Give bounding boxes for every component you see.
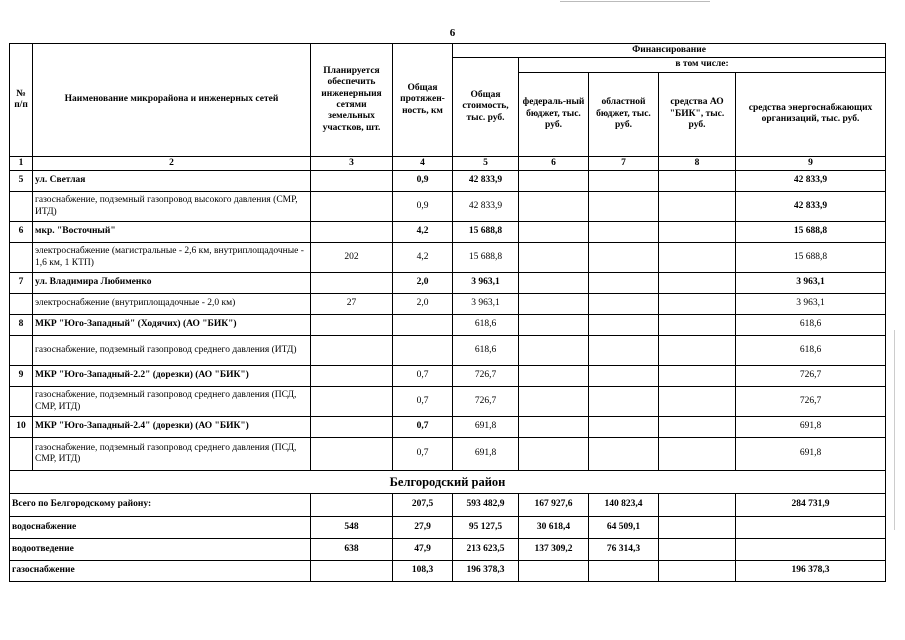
row-federal bbox=[519, 315, 589, 336]
total-federal: 167 927,6 bbox=[519, 494, 589, 517]
row-length: 2,0 bbox=[393, 294, 453, 315]
row-bik bbox=[659, 294, 736, 315]
total-row bbox=[10, 539, 886, 561]
header-name: Наименование микрорайона и инженерных сетей bbox=[33, 44, 311, 157]
row-federal bbox=[519, 366, 589, 387]
row-planned bbox=[311, 192, 393, 222]
total-cost: 95 127,5 bbox=[453, 517, 519, 539]
column-number: 7 bbox=[589, 156, 659, 170]
row-bik bbox=[659, 315, 736, 336]
row-planned bbox=[311, 315, 393, 336]
row-bik bbox=[659, 243, 736, 273]
total-length: 47,9 bbox=[393, 539, 453, 561]
total-row bbox=[10, 561, 886, 582]
row-federal bbox=[519, 336, 589, 366]
row-federal bbox=[519, 417, 589, 438]
row-regional bbox=[589, 192, 659, 222]
row-planned bbox=[311, 273, 393, 294]
row-length: 0,7 bbox=[393, 438, 453, 471]
row-cost: 42 833,9 bbox=[453, 192, 519, 222]
column-number: 1 bbox=[10, 156, 33, 170]
row-regional bbox=[589, 315, 659, 336]
table-row bbox=[10, 315, 886, 336]
scan-artifact-right bbox=[894, 330, 895, 530]
total-name: водоотведение bbox=[10, 539, 311, 561]
total-planned bbox=[311, 494, 393, 517]
row-planned: 27 bbox=[311, 294, 393, 315]
row-length: 0,7 bbox=[393, 417, 453, 438]
row-cost: 3 963,1 bbox=[453, 273, 519, 294]
row-energy: 618,6 bbox=[736, 336, 886, 366]
row-federal bbox=[519, 387, 589, 417]
header-regional: областной бюджет, тыс. руб. bbox=[589, 72, 659, 156]
table-row bbox=[10, 336, 886, 366]
table-row bbox=[10, 387, 886, 417]
row-name: ул. Светлая bbox=[33, 171, 311, 192]
row-regional bbox=[589, 366, 659, 387]
row-num bbox=[10, 387, 33, 417]
column-number: 5 bbox=[453, 156, 519, 170]
row-planned bbox=[311, 387, 393, 417]
total-energy: 196 378,3 bbox=[736, 561, 886, 582]
district-title-row bbox=[10, 471, 886, 494]
row-regional bbox=[589, 222, 659, 243]
header-row-1 bbox=[10, 44, 886, 58]
row-length bbox=[393, 315, 453, 336]
row-num bbox=[10, 243, 33, 273]
row-length: 0,9 bbox=[393, 192, 453, 222]
total-federal bbox=[519, 561, 589, 582]
total-regional: 64 509,1 bbox=[589, 517, 659, 539]
total-federal: 137 309,2 bbox=[519, 539, 589, 561]
total-bik bbox=[659, 494, 736, 517]
financing-table bbox=[9, 43, 886, 582]
row-energy: 618,6 bbox=[736, 315, 886, 336]
row-length: 0,7 bbox=[393, 387, 453, 417]
row-cost: 618,6 bbox=[453, 336, 519, 366]
total-planned: 548 bbox=[311, 517, 393, 539]
row-name: газоснабжение, подземный газопровод высокого давления (СМР, ИТД) bbox=[33, 192, 311, 222]
row-cost: 726,7 bbox=[453, 366, 519, 387]
header-planned: Планируется обеспечить инженерныия сетями земельных участков, шт. bbox=[311, 44, 393, 157]
total-row bbox=[10, 517, 886, 539]
row-energy: 42 833,9 bbox=[736, 192, 886, 222]
row-planned bbox=[311, 336, 393, 366]
total-length: 108,3 bbox=[393, 561, 453, 582]
total-energy bbox=[736, 517, 886, 539]
row-name: электроснабжение (внутриплощадочные - 2,0 км) bbox=[33, 294, 311, 315]
row-federal bbox=[519, 171, 589, 192]
row-regional bbox=[589, 171, 659, 192]
row-federal bbox=[519, 243, 589, 273]
total-bik bbox=[659, 517, 736, 539]
page-number: 6 bbox=[449, 27, 456, 39]
row-num: 6 bbox=[10, 222, 33, 243]
row-energy: 3 963,1 bbox=[736, 294, 886, 315]
total-federal: 30 618,4 bbox=[519, 517, 589, 539]
row-energy: 691,8 bbox=[736, 417, 886, 438]
row-length: 0,9 bbox=[393, 171, 453, 192]
row-regional bbox=[589, 243, 659, 273]
row-bik bbox=[659, 336, 736, 366]
header-cost: Общая стоимость, тыс. руб. bbox=[453, 58, 519, 156]
total-regional bbox=[589, 561, 659, 582]
column-number: 4 bbox=[393, 156, 453, 170]
total-name: газоснабжение bbox=[10, 561, 311, 582]
row-energy: 15 688,8 bbox=[736, 222, 886, 243]
row-num bbox=[10, 294, 33, 315]
total-bik bbox=[659, 561, 736, 582]
column-number: 6 bbox=[519, 156, 589, 170]
row-federal bbox=[519, 294, 589, 315]
table-row bbox=[10, 273, 886, 294]
row-length bbox=[393, 336, 453, 366]
row-planned bbox=[311, 438, 393, 471]
total-name: Всего по Белгородскому району: bbox=[10, 494, 311, 517]
row-energy: 42 833,9 bbox=[736, 171, 886, 192]
row-num bbox=[10, 438, 33, 471]
column-number: 9 bbox=[736, 156, 886, 170]
row-name: газоснабжение, подземный газопровод среднего давления (ПСД, СМР, ИТД) bbox=[33, 438, 311, 471]
row-num bbox=[10, 192, 33, 222]
row-cost: 15 688,8 bbox=[453, 222, 519, 243]
row-bik bbox=[659, 387, 736, 417]
row-regional bbox=[589, 273, 659, 294]
table-row bbox=[10, 222, 886, 243]
row-planned bbox=[311, 222, 393, 243]
row-energy: 726,7 bbox=[736, 387, 886, 417]
row-energy: 3 963,1 bbox=[736, 273, 886, 294]
row-energy: 726,7 bbox=[736, 366, 886, 387]
row-energy: 691,8 bbox=[736, 438, 886, 471]
scan-artifact-top bbox=[560, 1, 710, 2]
table-row bbox=[10, 192, 886, 222]
row-num: 8 bbox=[10, 315, 33, 336]
row-planned bbox=[311, 171, 393, 192]
header-num: № п/п bbox=[10, 44, 33, 157]
row-cost: 691,8 bbox=[453, 417, 519, 438]
row-name: ул. Владимира Любименко bbox=[33, 273, 311, 294]
row-bik bbox=[659, 192, 736, 222]
row-federal bbox=[519, 222, 589, 243]
row-name: газоснабжение, подземный газопровод среднего давления (ИТД) bbox=[33, 336, 311, 366]
row-regional bbox=[589, 387, 659, 417]
row-energy: 15 688,8 bbox=[736, 243, 886, 273]
header-length: Общая протяжен-ность, км bbox=[393, 44, 453, 157]
total-length: 27,9 bbox=[393, 517, 453, 539]
row-federal bbox=[519, 273, 589, 294]
row-name: электроснабжение (магистральные - 2,6 км, внутриплощадочные - 1,6 км, 1 КТП) bbox=[33, 243, 311, 273]
row-length: 0,7 bbox=[393, 366, 453, 387]
column-number: 3 bbox=[311, 156, 393, 170]
total-energy: 284 731,9 bbox=[736, 494, 886, 517]
row-num bbox=[10, 336, 33, 366]
row-num: 5 bbox=[10, 171, 33, 192]
row-bik bbox=[659, 438, 736, 471]
row-regional bbox=[589, 417, 659, 438]
row-name: МКР "Юго-Западный-2.4" (дорезки) (АО "БИК") bbox=[33, 417, 311, 438]
row-bik bbox=[659, 171, 736, 192]
row-regional bbox=[589, 438, 659, 471]
row-planned bbox=[311, 366, 393, 387]
row-bik bbox=[659, 222, 736, 243]
total-length: 207,5 bbox=[393, 494, 453, 517]
row-cost: 691,8 bbox=[453, 438, 519, 471]
row-num: 10 bbox=[10, 417, 33, 438]
total-regional: 140 823,4 bbox=[589, 494, 659, 517]
row-planned: 202 bbox=[311, 243, 393, 273]
row-length: 2,0 bbox=[393, 273, 453, 294]
total-row bbox=[10, 494, 886, 517]
table-row bbox=[10, 294, 886, 315]
row-federal bbox=[519, 438, 589, 471]
total-cost: 593 482,9 bbox=[453, 494, 519, 517]
total-regional: 76 314,3 bbox=[589, 539, 659, 561]
column-number-row bbox=[10, 156, 886, 170]
header-federal: федераль-ный бюджет, тыс. руб. bbox=[519, 72, 589, 156]
column-number: 8 bbox=[659, 156, 736, 170]
total-name: водоснабжение bbox=[10, 517, 311, 539]
table-row bbox=[10, 417, 886, 438]
row-regional bbox=[589, 294, 659, 315]
row-bik bbox=[659, 417, 736, 438]
row-bik bbox=[659, 273, 736, 294]
row-cost: 42 833,9 bbox=[453, 171, 519, 192]
total-energy bbox=[736, 539, 886, 561]
total-planned: 638 bbox=[311, 539, 393, 561]
table-row bbox=[10, 243, 886, 273]
row-regional bbox=[589, 336, 659, 366]
header-including: в том числе: bbox=[519, 58, 886, 72]
total-cost: 213 623,5 bbox=[453, 539, 519, 561]
column-number: 2 bbox=[33, 156, 311, 170]
row-name: МКР "Юго-Западный" (Ходячих) (АО "БИК") bbox=[33, 315, 311, 336]
row-bik bbox=[659, 366, 736, 387]
row-num: 9 bbox=[10, 366, 33, 387]
row-name: МКР "Юго-Западный-2.2" (дорезки) (АО "БИК") bbox=[33, 366, 311, 387]
row-cost: 618,6 bbox=[453, 315, 519, 336]
row-name: газоснабжение, подземный газопровод среднего давления (ПСД, СМР, ИТД) bbox=[33, 387, 311, 417]
row-length: 4,2 bbox=[393, 243, 453, 273]
table-row bbox=[10, 171, 886, 192]
header-bik: средства АО "БИК", тыс. руб. bbox=[659, 72, 736, 156]
table-row bbox=[10, 438, 886, 471]
district-title: Белгородский район bbox=[10, 471, 886, 494]
row-name: мкр. "Восточный" bbox=[33, 222, 311, 243]
row-num: 7 bbox=[10, 273, 33, 294]
row-cost: 726,7 bbox=[453, 387, 519, 417]
table-row bbox=[10, 366, 886, 387]
row-cost: 15 688,8 bbox=[453, 243, 519, 273]
row-federal bbox=[519, 192, 589, 222]
total-bik bbox=[659, 539, 736, 561]
header-energy: средства энергоснабжающих организаций, тыс. руб. bbox=[736, 72, 886, 156]
header-financing: Финансирование bbox=[453, 44, 886, 58]
row-length: 4,2 bbox=[393, 222, 453, 243]
row-cost: 3 963,1 bbox=[453, 294, 519, 315]
row-planned bbox=[311, 417, 393, 438]
total-planned bbox=[311, 561, 393, 582]
total-cost: 196 378,3 bbox=[453, 561, 519, 582]
